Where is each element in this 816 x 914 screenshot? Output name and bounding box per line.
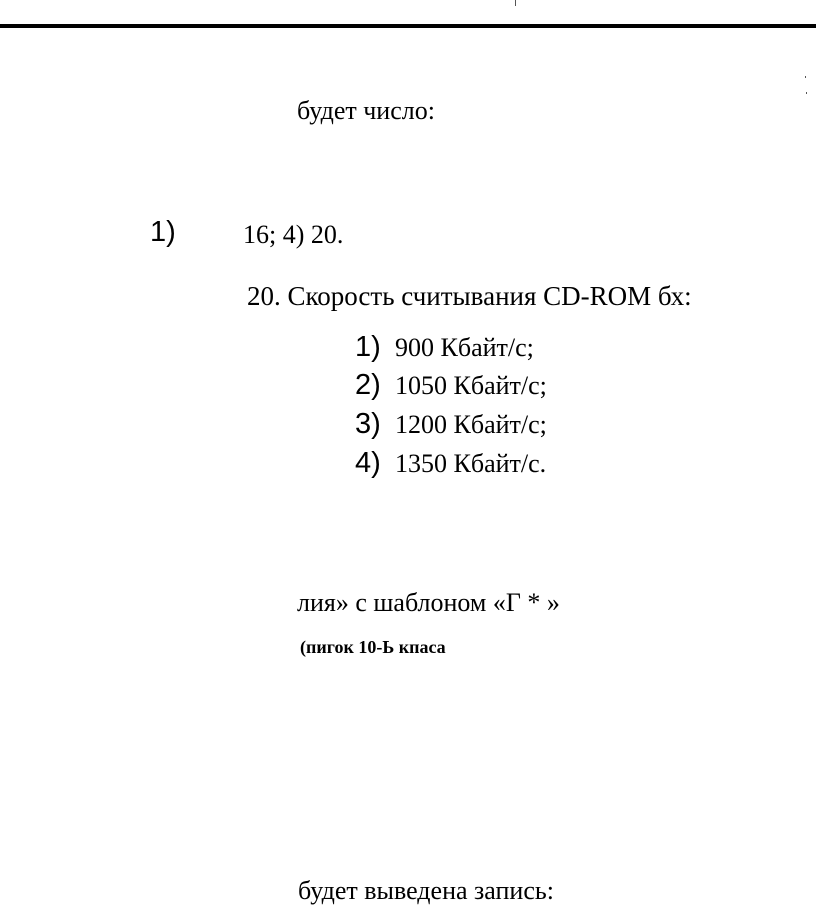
- option-text: 1350 Кбайт/с.: [395, 449, 547, 478]
- text-line: 16; 4) 20.: [243, 220, 344, 249]
- top-rule: [0, 24, 816, 28]
- option-text: 1200 Кбайт/с;: [395, 410, 547, 439]
- text-line: будет выведена запись:: [298, 876, 554, 905]
- option-number: 2): [355, 369, 381, 401]
- scan-mark: [806, 92, 807, 94]
- option-number: 3): [355, 408, 381, 440]
- option-text: 1050 Кбайт/с;: [395, 371, 547, 400]
- question-heading: 20. Скорость считывания CD-ROM бх:: [247, 281, 692, 311]
- text-line: будет число:: [297, 96, 435, 125]
- scan-mark: [515, 0, 516, 6]
- small-text-line: (пигок 10-Ь кпаса: [300, 637, 446, 657]
- option-number: 4): [355, 447, 381, 479]
- option-number: 1): [355, 331, 381, 363]
- option-text: 900 Кбайт/с;: [395, 333, 534, 362]
- item-number: 1): [150, 216, 176, 248]
- scan-mark: [805, 76, 806, 78]
- text-line: лия» с шаблоном «Г * »: [297, 588, 560, 617]
